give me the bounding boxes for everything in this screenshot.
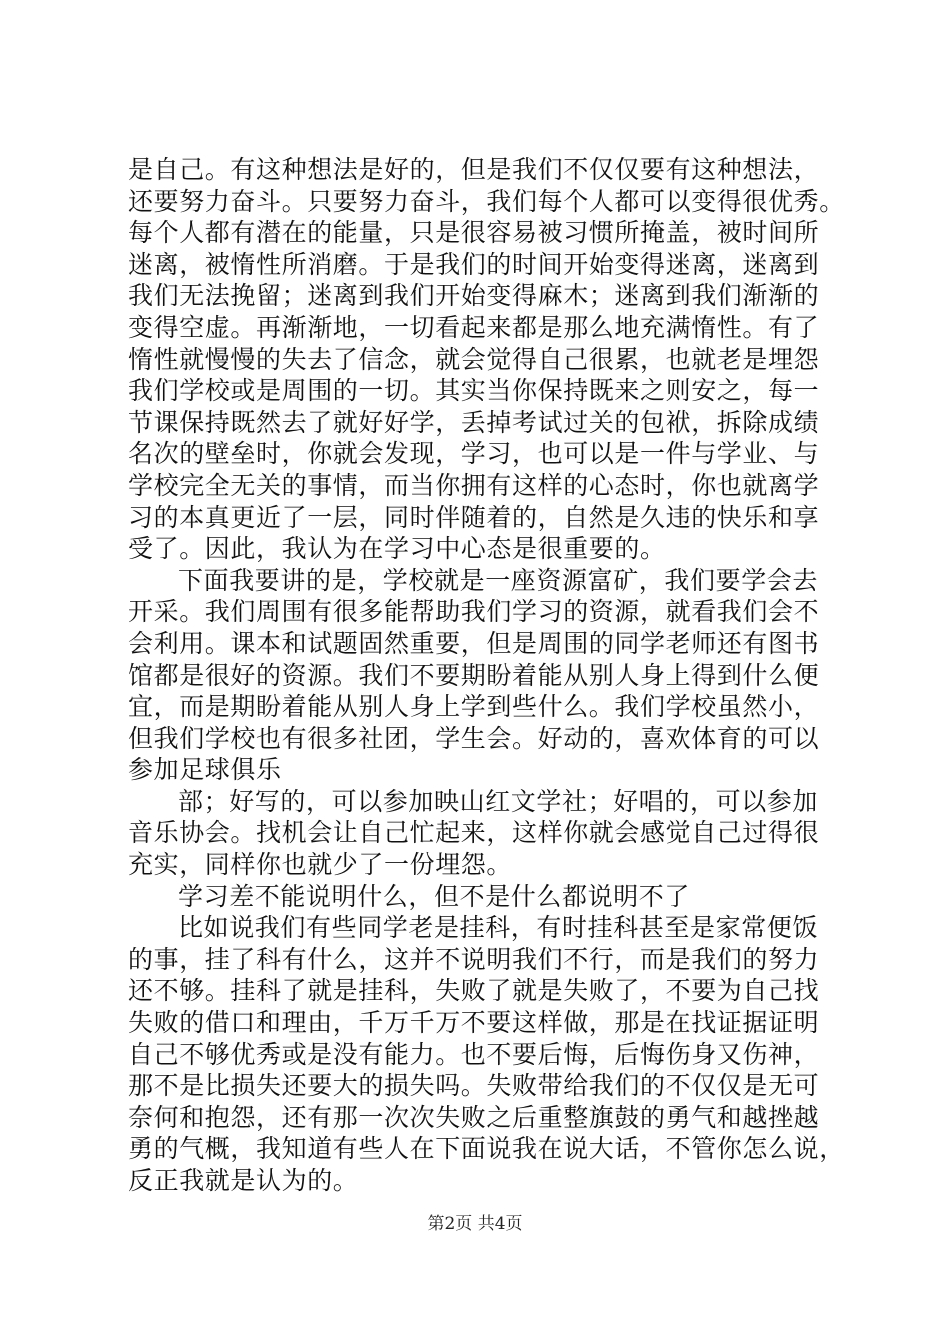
text-line: 还要努力奋斗。只要努力奋斗，我们每个人都可以变得很优秀。 bbox=[128, 186, 845, 216]
paragraph-start-line: 下面我要讲的是，学校就是一座资源富矿，我们要学会去 bbox=[178, 565, 819, 595]
text-line: 参加足球俱乐 bbox=[128, 755, 282, 785]
text-line: 习的本真更近了一层，同时伴随着的，自然是久违的快乐和享 bbox=[128, 502, 820, 532]
text-line: 勇的气概，我知道有些人在下面说我在说大话，不管你怎么说， bbox=[128, 1134, 845, 1164]
text-line: 学校完全无关的事情，而当你拥有这样的心态时，你也就离学 bbox=[128, 470, 820, 500]
text-line: 宜，而是期盼着能从别人身上学到些什么。我们学校虽然小， bbox=[128, 692, 820, 722]
text-line: 惰性就慢慢的失去了信念，就会觉得自己很累，也就老是埋怨 bbox=[128, 344, 820, 374]
text-line: 那不是比损失还要大的损失吗。失败带给我们的不仅仅是无可 bbox=[128, 1071, 820, 1101]
text-line: 还不够。挂科了就是挂科，失败了就是失败了，不要为自己找 bbox=[128, 976, 820, 1006]
text-line: 但我们学校也有很多社团，学生会。好动的，喜欢体育的可以 bbox=[128, 723, 820, 753]
text-line: 开采。我们周围有很多能帮助我们学习的资源，就看我们会不 bbox=[128, 597, 820, 627]
text-line: 反正我就是认为的。 bbox=[128, 1166, 359, 1195]
text-line: 自己不够优秀或是没有能力。也不要后悔，后悔伤身又伤神， bbox=[128, 1039, 820, 1069]
paragraph-start-line: 部；好写的，可以参加映山红文学社；好唱的，可以参加 bbox=[178, 786, 819, 816]
text-line: 名次的壁垒时，你就会发现，学习，也可以是一件与学业、与 bbox=[128, 439, 820, 469]
text-line: 迷离，被惰性所消磨。于是我们的时间开始变得迷离，迷离到 bbox=[128, 249, 820, 279]
text-line: 我们学校或是周围的一切。其实当你保持既来之则安之，每一 bbox=[128, 376, 820, 406]
text-line: 会利用。课本和试题固然重要，但是周围的同学老师还有图书 bbox=[128, 628, 820, 658]
text-line: 奈何和抱怨，还有那一次次失败之后重整旗鼓的勇气和越挫越 bbox=[128, 1102, 820, 1132]
text-line: 变得空虚。再渐渐地，一切看起来都是那么地充满惰性。有了 bbox=[128, 312, 820, 342]
text-line: 节课保持既然去了就好好学，丢掉考试过关的包袱，拆除成绩 bbox=[128, 407, 820, 437]
paragraph-start-line: 比如说我们有些同学老是挂科，有时挂科甚至是家常便饭 bbox=[178, 913, 819, 943]
text-line: 的事，挂了科有什么，这并不说明我们不行，而是我们的努力 bbox=[128, 944, 820, 974]
text-line: 每个人都有潜在的能量，只是很容易被习惯所掩盖，被时间所 bbox=[128, 218, 820, 248]
text-line: 充实，同样你也就少了一份埋怨。 bbox=[128, 850, 513, 880]
text-line: 是自己。有这种想法是好的，但是我们不仅仅要有这种想法， bbox=[128, 155, 820, 184]
text-line: 音乐协会。找机会让自己忙起来，这样你就会感觉自己过得很 bbox=[128, 818, 820, 848]
text-line: 失败的借口和理由，千万千万不要这样做，那是在找证据证明 bbox=[128, 1008, 820, 1038]
text-line: 受了。因此，我认为在学习中心态是很重要的。 bbox=[128, 534, 666, 564]
text-line: 我们无法挽留；迷离到我们开始变得麻木；迷离到我们渐渐的 bbox=[128, 281, 820, 311]
text-line: 馆都是很好的资源。我们不要期盼着能从别人身上得到什么便 bbox=[128, 660, 820, 690]
section-heading-line: 学习差不能说明什么，但不是什么都说明不了 bbox=[178, 881, 691, 911]
document-body bbox=[128, 154, 845, 1197]
page-number-footer: 第2页 共4页 bbox=[427, 1214, 523, 1234]
